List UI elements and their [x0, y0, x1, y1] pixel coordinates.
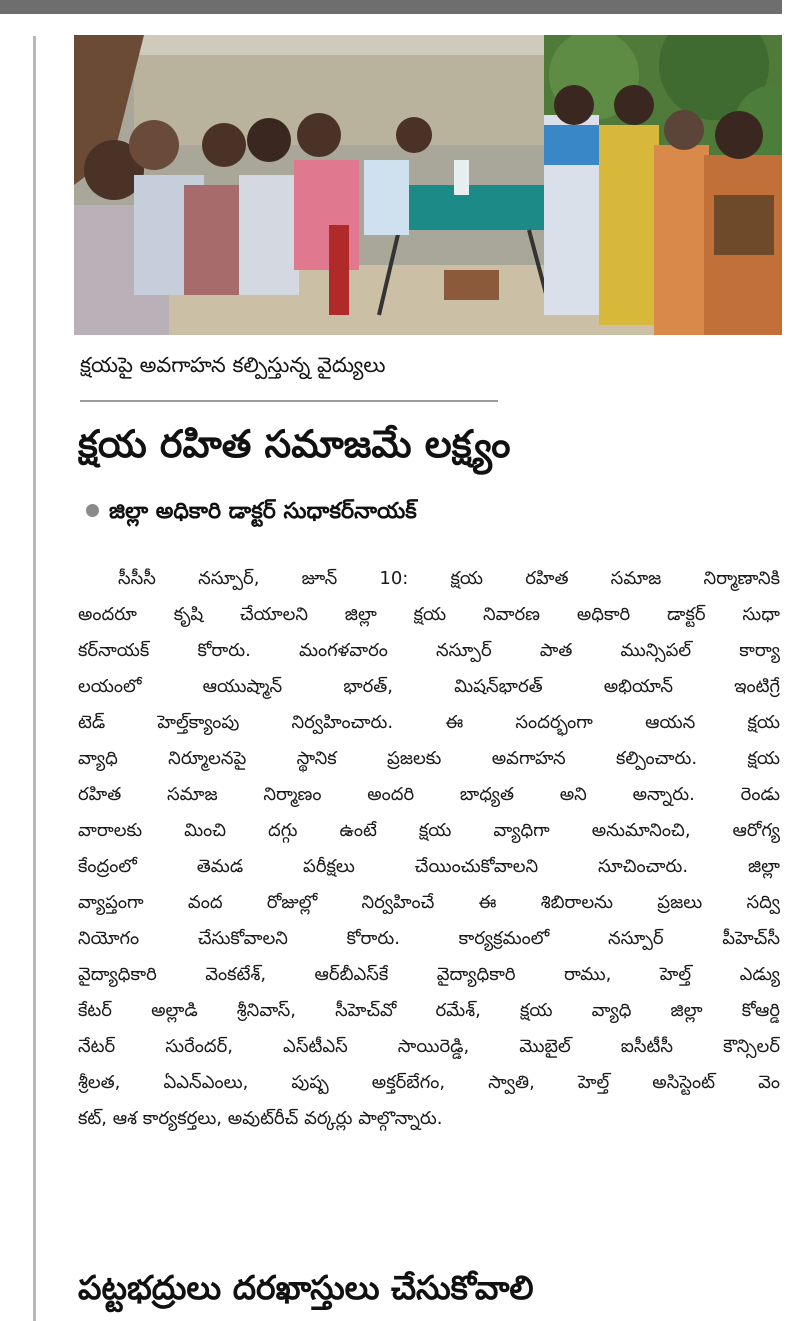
bullet-icon	[86, 504, 99, 517]
news-photo	[74, 35, 782, 335]
article-headline: క్షయ రహిత సమాజమే లక్ష్యం	[78, 422, 511, 466]
article-subhead	[86, 496, 776, 528]
body-line: కేంద్రంలో తెమడ పరీక్షలు చేయించుకోవాలని సూచించారు. జిల్లా	[78, 856, 780, 877]
body-line: కట్, ఆశ కార్యకర్తలు, అవుట్‌రీచ్ వర్కర్లు పాల్గొన్నారు.	[78, 1108, 443, 1129]
top-bar	[0, 0, 782, 14]
photo-caption: క్షయపై అవగాహన కల్పిస్తున్న వైద్యులు	[80, 353, 386, 377]
body-line: లయంలో ఆయుష్మాన్ భారత్, మిషన్‌భారత్ అభియాన్ ఇంటిగ్రే	[78, 676, 780, 697]
subhead-text: జిల్లా అధికారి డాక్టర్ సుధాకర్‌నాయక్	[109, 499, 417, 524]
article-body	[78, 561, 780, 1137]
body-line: శ్రీలత, ఏఎన్‌ఎంలు, పుష్ప అక్తర్‌బేగం, స్వాతి, హెల్త్ అసిస్టెంట్ వెం	[78, 1072, 780, 1093]
next-article-headline: పట్టభద్రులు దరఖాస్తులు చేసుకోవాలి	[78, 1268, 534, 1307]
body-line: వ్యాధి నిర్మూలనపై స్థానిక ప్రజలకు అవగాహన కల్పించారు. క్షయ	[78, 748, 780, 769]
body-line: అందరూ కృషి చేయాలని జిల్లా క్షయ నివారణ అధికారి డాక్టర్ సుధా	[78, 604, 780, 625]
body-line: రహిత సమాజ నిర్మాణం అందరి బాధ్యత అని అన్నారు. రెండు	[78, 784, 780, 805]
body-line: కర్‌నాయక్ కోరారు. మంగళవారం నస్పూర్ పాత మున్సిపల్ కార్యా	[78, 640, 780, 661]
caption-underline	[80, 400, 498, 402]
body-line: వ్యాప్తంగా వంద రోజుల్లో నిర్వహించే ఈ శిబిరాలను ప్రజలు సద్వి	[78, 892, 780, 913]
body-line: నేటర్ సురేందర్, ఎస్‌టీఎస్ సాయిరెడ్డి, మొబైల్ ఐసీటీసీ కౌన్సిలర్	[78, 1036, 780, 1057]
column-divider	[33, 36, 36, 1321]
body-line: టెడ్ హెల్త్‌క్యాంపు నిర్వహించారు. ఈ సందర్భంగా ఆయన క్షయ	[78, 712, 780, 733]
body-line: సీసీసీ నస్పూర్, జూన్ 10: క్షయ రహిత సమాజ నిర్మాణానికి	[118, 568, 780, 589]
body-line: కేటర్ అల్లాడి శ్రీనివాస్, సీహెచ్‌వో రమేశ్, క్షయ వ్యాధి జిల్లా కోఆర్డి	[78, 1000, 780, 1021]
body-line: వారాలకు మించి దగ్గు ఉంటే క్షయ వ్యాధిగా అనుమానించి, ఆరోగ్య	[78, 820, 780, 841]
body-line: వైద్యాధికారి వెంకటేశ్, ఆర్‌బీఎస్‌కే వైద్యాధికారి రాము, హెల్త్ ఎడ్యు	[78, 964, 780, 985]
body-line: నియోగం చేసుకోవాలని కోరారు. కార్యక్రమంలో నస్పూర్ పీహెచ్‌సీ	[78, 928, 780, 949]
health-camp-photo-illustration	[74, 35, 782, 335]
